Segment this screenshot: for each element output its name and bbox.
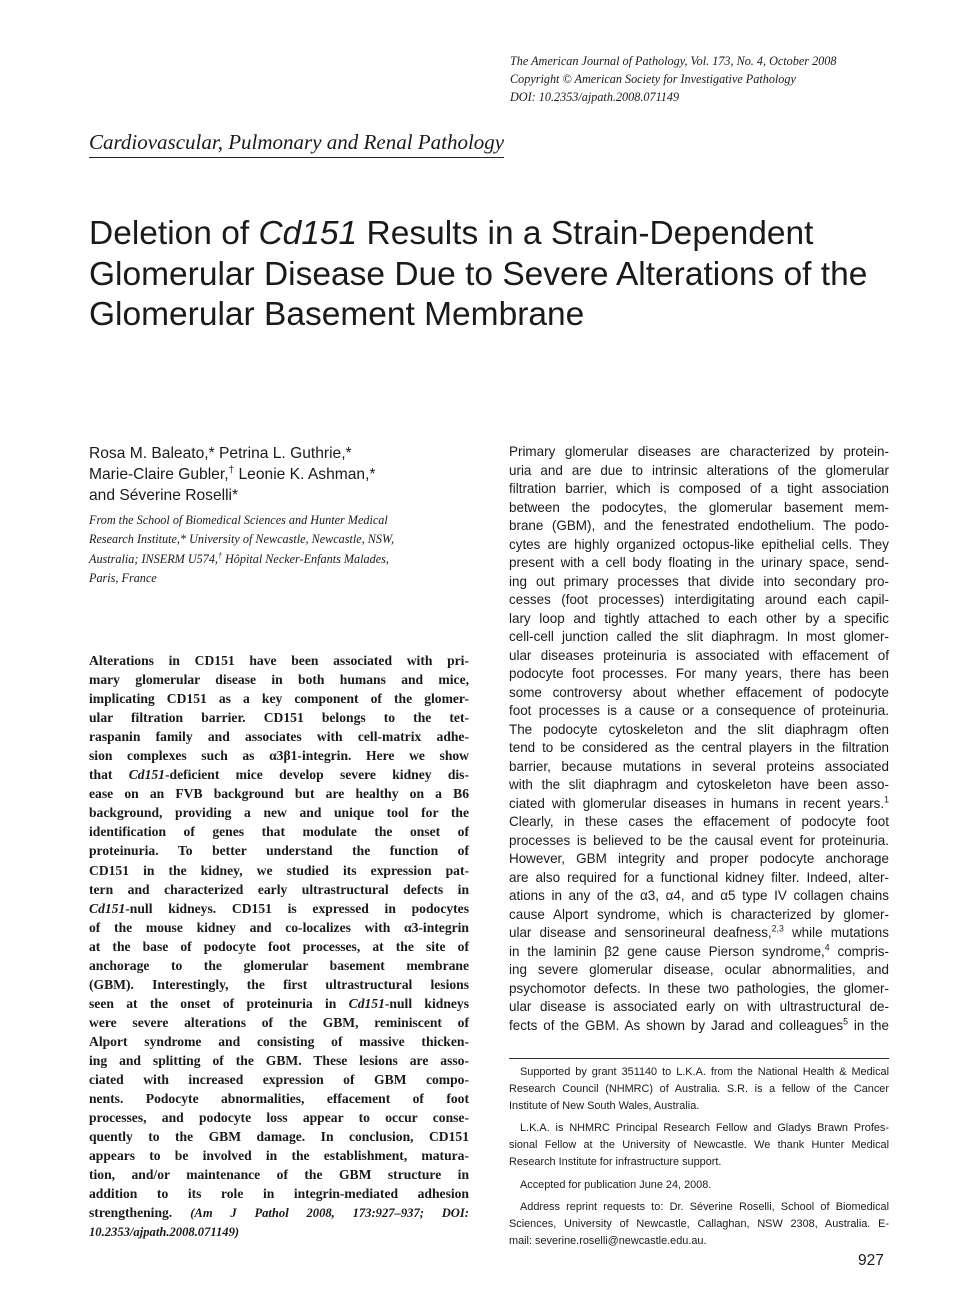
- abstract-line: ciated with increased expression of GBM compo-: [89, 1072, 469, 1088]
- footnote-line: Institute of New South Wales, Australia.: [509, 1100, 700, 1113]
- abstract-line: at the base of podocyte foot processes, at the site of: [89, 938, 469, 954]
- abstract-line: tion, and/or maintenance of the GBM structure in: [89, 1167, 469, 1183]
- reference-marker: 2,3: [771, 923, 784, 934]
- title-line-1-pre: Deletion of: [89, 215, 259, 252]
- body-line: with the slit diaphragm and cytoskeleton have been asso-: [509, 777, 889, 792]
- author-list: [89, 443, 469, 506]
- body-line: ations in any of the α3, α4, and α5 type IV collagen chains: [509, 888, 889, 903]
- author-line-2b: Leonie K. Ashman,*: [234, 466, 376, 483]
- title-gene-name: Cd151: [258, 215, 358, 252]
- journal-citation: The American Journal of Pathology, Vol. 173, No. 4, October 2008: [510, 54, 837, 68]
- reference-marker: 4: [824, 942, 830, 953]
- title-line-2: Glomerular Disease Due to Severe Alterations of the: [89, 255, 868, 293]
- abstract-line: ular filtration barrier. CD151 belongs to the tet-: [89, 710, 469, 726]
- title-line-1-post: Results in a Strain-Dependent: [357, 215, 814, 252]
- abstract-line: [89, 899, 469, 918]
- body-text-span: while mutations: [783, 925, 889, 940]
- abstract-line: [89, 1203, 469, 1222]
- abstract-doi: 10.2353/ajpath.2008.071149): [89, 1225, 240, 1240]
- abstract-line: nents. Podocyte abnormalities, effacement of foot: [89, 1091, 469, 1107]
- body-line: ular diseases proteinuria is associated with effacement of: [509, 647, 889, 663]
- abstract-line: tern and characterized early ultrastructural defects in: [89, 881, 469, 897]
- footnote-line: Research Institute for infrastructure support.: [509, 1156, 722, 1169]
- abstract-line: quently to the GBM damage. In conclusion, CD151: [89, 1129, 469, 1145]
- abstract-text: -null kidneys. CD151 is expressed in podocytes: [125, 900, 469, 916]
- page-number: 927: [858, 1252, 884, 1269]
- footnote-line: Accepted for publication June 24, 2008.: [520, 1178, 712, 1191]
- abstract-line: [89, 765, 469, 784]
- abstract-line: raspanin family and associates with cell-matrix adhe-: [89, 729, 469, 745]
- body-line: However, GBM integrity and proper podocyte anchorage: [509, 851, 889, 866]
- footnote-reprint: [509, 1199, 889, 1250]
- body-line: barrier, because mutations in several proteins associated: [509, 758, 889, 774]
- abstract-line: mary glomerular disease in both humans and mice,: [89, 672, 469, 688]
- body-line: cause Alport syndrome, which is characterized by glomer-: [509, 906, 889, 922]
- body-line: cesses (foot processes) interdigitating around each capil-: [509, 592, 889, 607]
- author-line-1: Rosa M. Baleato,* Petrina L. Guthrie,*: [89, 445, 352, 462]
- body-line: processes is believed to be the causal event for proteinuria.: [509, 832, 889, 848]
- body-line: tend to be considered as the central players in the filtration: [509, 740, 889, 755]
- reference-marker: 1: [884, 794, 889, 805]
- abstract: [89, 651, 469, 1241]
- abstract-citation: (Am J Pathol 2008, 173:927–937; DOI:: [190, 1206, 469, 1221]
- footnote-line: Research Council (NHMRC) of Australia. S.R. is a fellow of the Cancer: [509, 1083, 889, 1096]
- body-line: filtration barrier, which is composed of a tight association: [509, 481, 889, 496]
- abstract-line: processes, and podocyte loss appear to occur conse-: [89, 1110, 469, 1126]
- body-line: some controversy about whether effacement of podocyte: [509, 684, 889, 700]
- journal-header: [510, 52, 950, 106]
- abstract-line: [89, 994, 469, 1013]
- abstract-text: strengthening.: [89, 1205, 173, 1221]
- abstract-line: [89, 1222, 469, 1241]
- body-line: ing out primary processes that divide into secondary pro-: [509, 573, 889, 589]
- body-line: cell-cell junction called the slit diaphragm. In most glomer-: [509, 629, 889, 644]
- abstract-line: were severe alterations of the GBM, reminiscent of: [89, 1014, 469, 1030]
- author-line-3: and Séverine Roselli*: [89, 487, 239, 504]
- footnote-support: [509, 1064, 889, 1115]
- body-line: brane (GBM), and the fenestrated endothelium. The podo-: [509, 518, 889, 533]
- abstract-text: that: [89, 767, 129, 783]
- article-title: [89, 214, 909, 336]
- affiliation: [89, 511, 469, 588]
- body-line: ing severe glomerular disease, ocular abnormalities, and: [509, 962, 889, 977]
- body-line: cytes are highly organized octopus-like epithelial cells. They: [509, 536, 889, 552]
- footnotes: [509, 1064, 889, 1255]
- body-line: foot processes is a cause or a consequence of proteinuria.: [509, 703, 889, 718]
- body-line: Clearly, in these cases the effacement of podocyte foot: [509, 814, 889, 829]
- body-line: [509, 795, 889, 814]
- author-dagger: †: [228, 464, 235, 476]
- body-line: lary loop and tightly attached to each other by a specific: [509, 610, 889, 626]
- title-line-3: Glomerular Basement Membrane: [89, 296, 585, 333]
- body-line: between the podocytes, the glomerular basement mem-: [509, 499, 889, 515]
- abstract-text: -null kidneys: [384, 995, 469, 1011]
- abstract-text: -deficient mice develop severe kidney dis-: [164, 767, 469, 783]
- abstract-line: proteinuria. To better understand the function of: [89, 843, 469, 859]
- body-line: ular disease is associated early on with ultrastructural de-: [509, 999, 889, 1014]
- body-line: present with a cell body floating in the urinary space, send-: [509, 555, 889, 570]
- footnote-line: L.K.A. is NHMRC Principal Research Fellow and Gladys Brawn Profes-: [520, 1122, 889, 1135]
- abstract-gene-name: Cd151: [348, 995, 385, 1011]
- abstract-line: Alport syndrome and consisting of massive thicken-: [89, 1033, 469, 1049]
- abstract-line: anchorage to the glomerular basement membrane: [89, 957, 469, 973]
- reference-marker: 5: [843, 1016, 849, 1027]
- abstract-line: (GBM). Interestingly, the first ultrastructural lesions: [89, 976, 469, 992]
- body-text-span: compris-: [829, 943, 890, 959]
- affiliation-line-3b: Hôpital Necker-Enfants Malades,: [221, 551, 389, 566]
- body-line: Primary glomerular diseases are characterized by protein-: [509, 444, 889, 459]
- affiliation-dagger: †: [217, 550, 222, 560]
- abstract-line: identification of genes that modulate the onset of: [89, 824, 469, 840]
- footnote-line: Supported by grant 351140 to L.K.A. from the National Health & Medical: [520, 1066, 889, 1078]
- footnote-line: Sciences, University of Newcastle, Callaghan, NSW 2308, Australia. E-: [509, 1217, 889, 1230]
- affiliation-line-4: Paris, France: [89, 570, 157, 585]
- body-text: [509, 443, 889, 1035]
- section-heading: Cardiovascular, Pulmonary and Renal Pathology: [89, 130, 504, 158]
- body-line: [509, 924, 889, 943]
- abstract-line: Alterations in CD151 have been associated with pri-: [89, 653, 469, 668]
- affiliation-line-2: Research Institute,* University of Newcastle, Newcastle, NSW,: [89, 532, 395, 547]
- author-line-2a: Marie-Claire Gubler,: [89, 466, 229, 483]
- abstract-line: background, providing a new and unique tool for the: [89, 805, 469, 821]
- abstract-line: of the mouse kidney and co-localizes with α3-integrin: [89, 919, 469, 935]
- footnote-line: Address reprint requests to: Dr. Séverine Roselli, School of Biomedical: [520, 1200, 889, 1213]
- footnote-accepted: [509, 1177, 889, 1194]
- affiliation-line-3a: Australia; INSERM U574,: [89, 551, 218, 566]
- footnote-fellowship: [509, 1120, 889, 1171]
- abstract-line: ing and splitting of the GBM. These lesions are asso-: [89, 1052, 469, 1068]
- abstract-text: seen at the onset of proteinuria in: [89, 995, 349, 1011]
- body-line: The podocyte cytoskeleton and the slit diaphragm often: [509, 721, 889, 737]
- body-text-span: in the laminin β2 gene cause Pierson syndrome,: [509, 943, 825, 959]
- abstract-line: addition to its role in integrin-mediated adhesion: [89, 1186, 469, 1202]
- abstract-line: CD151 in the kidney, we studied its expression pat-: [89, 862, 469, 878]
- body-line: psychomotor defects. In these two pathologies, the glomer-: [509, 980, 889, 996]
- abstract-line: ease on an FVB background but are healthy on a B6: [89, 786, 469, 802]
- body-text-span: ciated with glomerular diseases in humans in recent years.: [509, 795, 885, 811]
- footnote-divider: [509, 1058, 889, 1059]
- journal-copyright: Copyright © American Society for Investigative Pathology: [510, 72, 796, 86]
- body-line: uria and are due to intrinsic alterations of the glomerular: [509, 462, 889, 478]
- body-line: are also required for a functional kidney filter. Indeed, alter-: [509, 869, 889, 885]
- abstract-line: appears to be involved in the establishment, matura-: [89, 1148, 469, 1164]
- body-line: podocyte foot processes. For many years, there has been: [509, 666, 889, 681]
- body-text-span: fects of the GBM. As shown by Jarad and colleagues: [509, 1017, 844, 1033]
- abstract-gene-name: Cd151: [128, 767, 165, 783]
- abstract-line: implicating CD151 as a key component of the glomer-: [89, 691, 469, 707]
- body-text-span: in the: [848, 1017, 889, 1033]
- footnote-line: sional Fellow at the University of Newcastle. We thank Hunter Medical: [509, 1139, 889, 1152]
- body-line: [509, 1017, 889, 1036]
- body-line: [509, 943, 889, 962]
- affiliation-line-1: From the School of Biomedical Sciences and Hunter Medical: [89, 513, 388, 527]
- body-text-span: ular disease and sensorineural deafness,: [509, 925, 772, 940]
- abstract-gene-name: Cd151: [89, 900, 126, 916]
- footnote-email[interactable]: mail: severine.roselli@newcastle.edu.au.: [509, 1234, 707, 1247]
- journal-doi: DOI: 10.2353/ajpath.2008.071149: [510, 90, 680, 104]
- abstract-line: sion complexes such as α3β1-integrin. Here we show: [89, 748, 469, 764]
